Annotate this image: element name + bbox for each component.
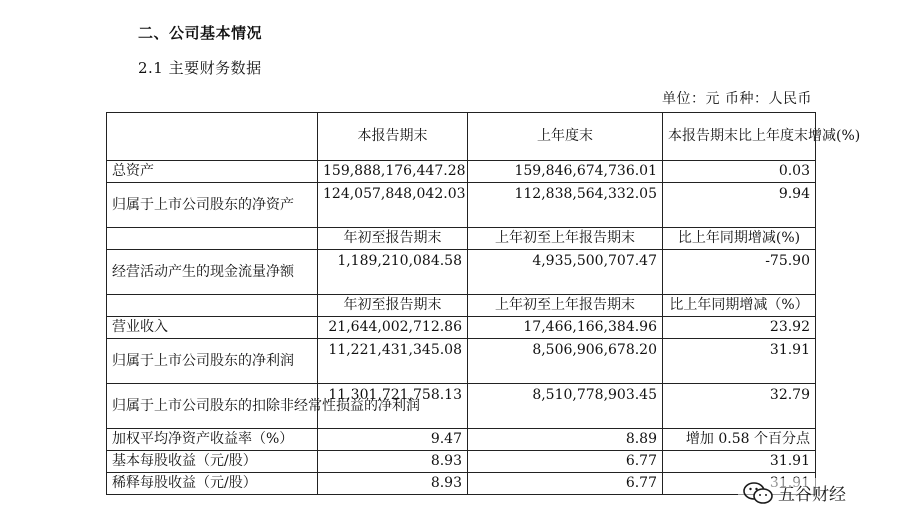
row-change-value: 31.91	[663, 451, 816, 473]
row-prior-value: 17,466,166,384.96	[468, 317, 663, 339]
row-change-value: 32.79	[663, 384, 816, 429]
row-change-value: -75.90	[663, 250, 816, 295]
header-empty-cell	[107, 113, 318, 161]
row-label: 营业收入	[107, 317, 318, 339]
row-change-value: 23.92	[663, 317, 816, 339]
row-current-value: 9.47	[318, 429, 468, 451]
row-label: 总资产	[107, 161, 318, 183]
row-label: 归属于上市公司股东的净利润	[107, 339, 318, 384]
row-prior-value: 6.77	[468, 451, 663, 473]
table-header-row	[107, 113, 816, 161]
row-change-value: 0.03	[663, 161, 816, 183]
source-watermark	[738, 478, 850, 507]
row-prior-value: 112,838,564,332.05	[468, 183, 663, 228]
row-current-value: 159,888,176,447.28	[318, 161, 468, 183]
header-current-period: 本报告期末	[318, 113, 468, 161]
subheader-ytd: 年初至报告期末	[318, 295, 468, 317]
row-prior-value: 8,510,778,903.45	[468, 384, 663, 429]
row-current-value: 124,057,848,042.03	[318, 183, 468, 228]
table-row	[107, 183, 816, 228]
row-prior-value: 8.89	[468, 429, 663, 451]
table-subheader-row	[107, 228, 816, 250]
section-subheading: 2.1 主要财务数据	[138, 59, 262, 77]
row-current-value: 1,189,210,084.58	[318, 250, 468, 295]
table-subheader-row	[107, 295, 816, 317]
row-prior-value: 4,935,500,707.47	[468, 250, 663, 295]
table-row	[107, 339, 816, 384]
row-prior-value: 8,506,906,678.20	[468, 339, 663, 384]
table-row	[107, 317, 816, 339]
subheader-ytd: 年初至报告期末	[318, 228, 468, 250]
subheader-change-pct: 比上年同期增减（%）	[663, 295, 816, 317]
row-current-value: 11,301,721,758.13	[318, 384, 468, 429]
row-label: 基本每股收益（元/股）	[107, 451, 318, 473]
row-change-value: 31.91	[663, 339, 816, 384]
row-current-value: 21,644,002,712.86	[318, 317, 468, 339]
subheader-empty-cell	[107, 295, 318, 317]
wechat-icon	[742, 481, 774, 505]
row-prior-value: 6.77	[468, 473, 663, 495]
subheader-prior-ytd: 上年初至上年报告期末	[468, 295, 663, 317]
header-prior-year-end: 上年度末	[468, 113, 663, 161]
table-row	[107, 384, 816, 429]
subheader-prior-ytd: 上年初至上年报告期末	[468, 228, 663, 250]
row-current-value: 11,221,431,345.08	[318, 339, 468, 384]
header-change-pct: 本报告期末比上年度末增减(%)	[663, 113, 816, 161]
table-row	[107, 250, 816, 295]
row-label: 归属于上市公司股东的扣除非经常性损益的净利润	[107, 384, 318, 429]
row-current-value: 8.93	[318, 473, 468, 495]
table-row	[107, 429, 816, 451]
row-label: 加权平均净资产收益率（%）	[107, 429, 318, 451]
section-heading: 二、公司基本情况	[138, 24, 263, 42]
currency-unit-note: 单位：元 币种：人民币	[662, 91, 812, 107]
row-change-value: 9.94	[663, 183, 816, 228]
row-label: 经营活动产生的现金流量净额	[107, 250, 318, 295]
row-label: 稀释每股收益（元/股）	[107, 473, 318, 495]
row-change-value: 增加 0.58 个百分点	[663, 429, 816, 451]
row-label: 归属于上市公司股东的净资产	[107, 183, 318, 228]
table-row	[107, 451, 816, 473]
subheader-change-pct: 比上年同期增减(%)	[663, 228, 816, 250]
row-prior-value: 159,846,674,736.01	[468, 161, 663, 183]
watermark-text: 五谷财经	[778, 485, 846, 505]
subheader-empty-cell	[107, 228, 318, 250]
table-row	[107, 473, 816, 495]
row-current-value: 8.93	[318, 451, 468, 473]
table-row	[107, 161, 816, 183]
